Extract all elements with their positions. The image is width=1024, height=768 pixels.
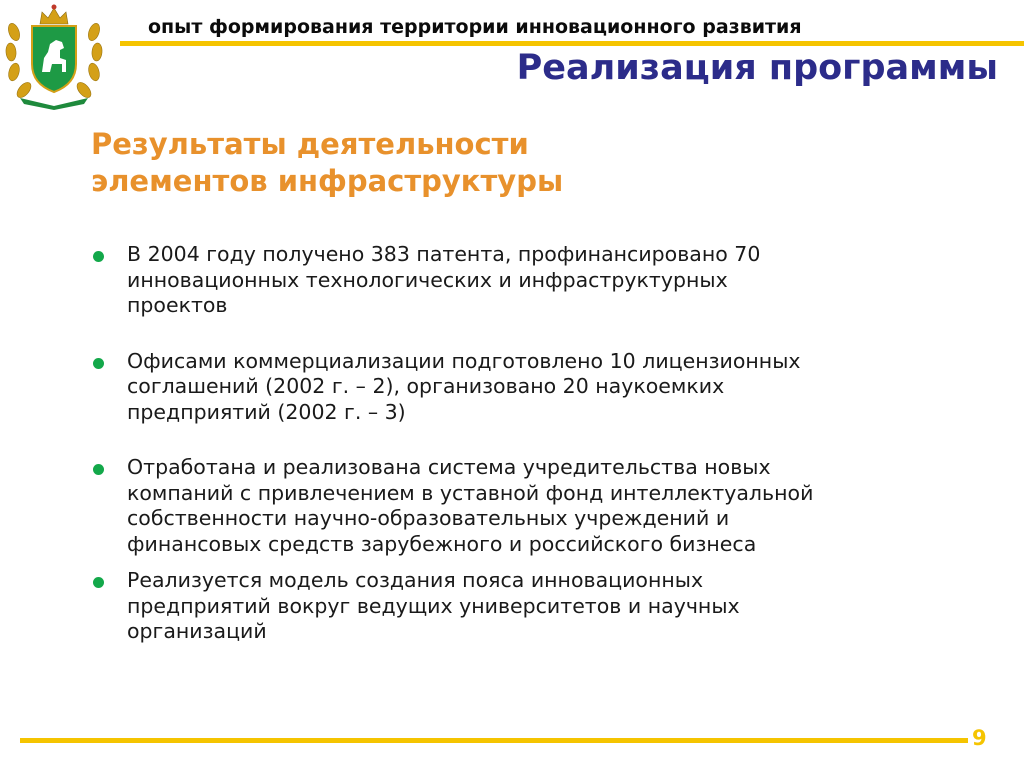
bullet-line: предприятий (2002 г. – 3) bbox=[127, 399, 406, 424]
bullet-line: Реализуется модель создания пояса инновационных bbox=[127, 568, 704, 592]
bullet-list bbox=[92, 242, 992, 645]
bullet-line: проектов bbox=[127, 293, 228, 317]
bullet-line: инновационных технологических и инфраструктурных bbox=[127, 267, 728, 292]
bullet-line: организаций bbox=[127, 619, 267, 643]
bullet-line: собственности научно-образовательных учреждений и bbox=[127, 506, 730, 530]
bullet-line: Офисами коммерциализации подготовлено 10 лицензионных bbox=[127, 348, 801, 373]
subtitle-line: Результаты деятельности bbox=[91, 127, 529, 161]
bullet-line: предприятий вокруг ведущих университетов и научных bbox=[127, 593, 740, 618]
top-divider-bar bbox=[120, 41, 1024, 46]
bullet-item bbox=[92, 242, 992, 319]
bullet-item bbox=[92, 568, 992, 645]
bullet-dot-icon bbox=[93, 358, 104, 369]
subtitle-line: элементов инфраструктуры bbox=[91, 164, 564, 198]
bullet-dot-icon bbox=[93, 577, 104, 588]
slide-subtitle bbox=[91, 126, 563, 200]
bottom-divider-bar bbox=[20, 738, 968, 743]
bullet-dot-icon bbox=[93, 251, 104, 262]
bullet-dot-icon bbox=[93, 464, 104, 475]
bullet-line: соглашений (2002 г. – 2), организовано 20 наукоемких bbox=[127, 374, 725, 398]
slide-title: Реализация программы bbox=[516, 48, 998, 88]
bullet-item bbox=[92, 349, 992, 426]
bullet-item bbox=[92, 455, 992, 557]
bullet-line: компаний с привлечением в уставной фонд интеллектуальной bbox=[127, 480, 814, 505]
coat-of-arms-icon bbox=[4, 2, 104, 110]
bullet-line: финансовых средств зарубежного и российского бизнеса bbox=[127, 531, 757, 556]
page-number: 9 bbox=[972, 726, 987, 750]
bullet-line: В 2004 году получено 383 патента, профинансировано 70 bbox=[127, 242, 761, 266]
bullet-line: Отработана и реализована система учредительства новых bbox=[127, 455, 771, 479]
presentation-topic: опыт формирования территории инновационного развития bbox=[148, 16, 802, 38]
